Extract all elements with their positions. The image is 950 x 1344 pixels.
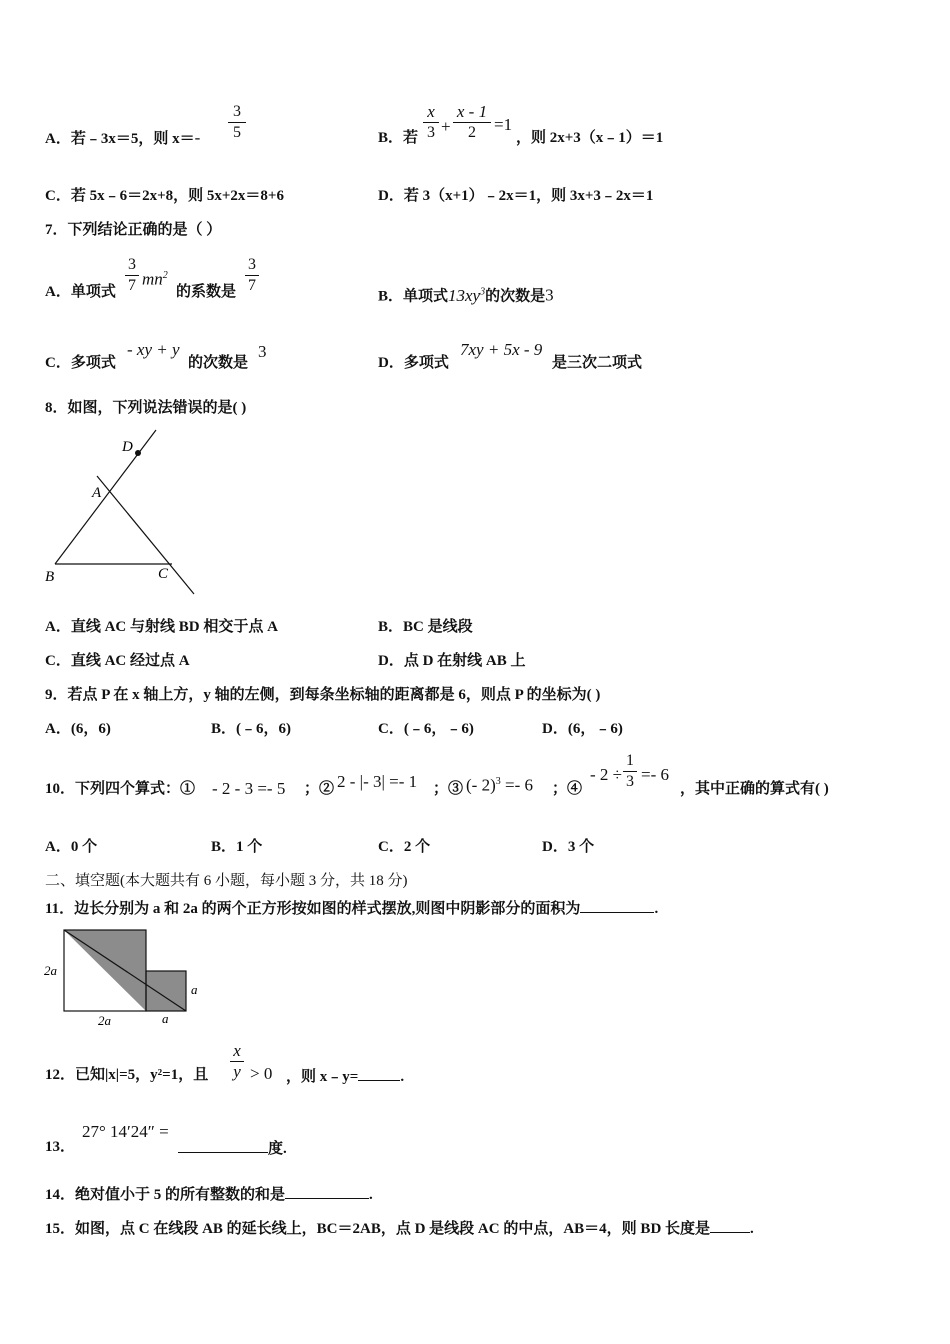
q6-b-fraction-1: x 3 (423, 103, 439, 142)
point-d (135, 450, 141, 456)
q8-stem: 8．如图，下列说法错误的是( ) (45, 400, 247, 416)
q7-a-fraction-2: 3 7 (245, 256, 259, 295)
q10-option-c: C．2 个 (378, 839, 431, 855)
label-bottom-a: a (162, 1011, 169, 1026)
q8-option-b: B．BC 是线段 (378, 619, 473, 635)
q7-option-c-mid: 的次数是 (188, 355, 249, 371)
line-ac (97, 476, 194, 594)
q10-expr-4-post: =- 6 (641, 765, 669, 784)
q6-option-b-pre: B．若 (378, 130, 419, 146)
q12-stem-pre: 12．已知|x|=5，y²=1，且 (45, 1067, 209, 1083)
q8-option-a: A．直线 AC 与射线 BD 相交于点 A (45, 619, 278, 635)
q7-stem: 7．下列结论正确的是（ ） (45, 222, 222, 238)
q6-option-b-post: ，则 2x+3（x﹣1）＝1 (516, 130, 664, 146)
q7-option-b: B．单项式$13xy^3$的次数是3 (378, 285, 554, 305)
q12-stem-mid: ，则 x﹣y= . (286, 1065, 404, 1087)
q12-fraction: x y (230, 1042, 244, 1081)
q14-stem: 14．绝对值小于 5 的所有整数的和是 . (45, 1183, 373, 1205)
q7-option-a-mid: 的系数是 (176, 284, 237, 300)
q10-sep-4: ；④ (552, 781, 583, 797)
ray-bd (55, 430, 156, 564)
q15-answer-blank[interactable] (710, 1217, 750, 1233)
q12-answer-blank[interactable] (358, 1065, 400, 1081)
q8-option-c: C．直线 AC 经过点 A (45, 653, 190, 669)
label-b: B (45, 569, 55, 585)
q6-option-c: C．若 5x﹣6＝2x+8，则 5x+2x＝8+6 (45, 188, 284, 204)
q6-b-fraction-2: x - 1 2 (453, 103, 491, 142)
q6-a-denominator: 5 (233, 124, 241, 141)
q10-option-d: D．3 个 (542, 839, 595, 855)
q6-a-minus: - (194, 128, 201, 147)
q12-gt: > 0 (250, 1064, 273, 1083)
q10-stem-post: ，其中正确的算式有( ) (680, 781, 829, 797)
q10-sep-2: ；② (304, 781, 335, 797)
q11-stem: 11．边长分别为 a 和 2a 的两个正方形按如图的样式摆放,则图中阴影部分的面积为 . (45, 897, 658, 919)
q7-a-fraction: 3 7 (125, 256, 139, 295)
q10-stem-pre: 10．下列四个算式：① (45, 781, 196, 797)
q7-option-d-pre: D．多项式 (378, 355, 449, 371)
label-d: D (122, 439, 133, 455)
label-bottom-2a: 2a (98, 1013, 111, 1028)
q6-b-plus: + (441, 117, 451, 136)
q13-answer-blank[interactable] (178, 1137, 268, 1153)
section-2-heading: 二、填空题(本大题共有 6 小题，每小题 3 分，共 18 分) (45, 873, 408, 889)
q8-figure (40, 428, 210, 600)
q6-option-d: D．若 3（x+1）﹣2x＝1，则 3x+3﹣2x＝1 (378, 188, 654, 204)
q11-figure (40, 926, 210, 1030)
q13-expression: 27° 14′24″ = (82, 1122, 169, 1141)
q7-a-monomial: $mn^2$ (142, 269, 168, 289)
q7-b-monomial: $13xy^3$ (448, 285, 486, 305)
q10-expr-1: - 2 - 3 =- 5 (212, 779, 286, 798)
q7-c-polynomial: - xy + y (127, 340, 180, 359)
q10-sep-3: ；③ (433, 781, 464, 797)
q7-option-c-pre: C．多项式 (45, 355, 116, 371)
q7-d-polynomial: 7xy + 5x - 9 (460, 340, 543, 359)
q13-answer: 度. (178, 1137, 287, 1159)
q8-option-d: D．点 D 在射线 AB 上 (378, 653, 526, 669)
q7-option-d-post: 是三次二项式 (552, 355, 643, 371)
q10-option-b: B．1 个 (211, 839, 263, 855)
label-left-2a: 2a (44, 963, 57, 978)
q13-pre: 13． (45, 1139, 76, 1155)
q6-b-equals: =1 (494, 115, 513, 134)
q10-expr-3: (- 2)$^3$ =- 6 (466, 775, 533, 795)
q6-a-numerator: 3 (233, 103, 241, 120)
q9-option-a: A．(6，6) (45, 721, 111, 737)
q9-stem: 9．若点 P 在 x 轴上方，y 轴的左侧，到每条坐标轴的距离都是 6，则点 P 的坐标为( ) (45, 687, 601, 703)
q9-option-b: B．(﹣6，6) (211, 721, 291, 737)
q7-c-value: 3 (258, 342, 267, 361)
q14-answer-blank[interactable] (285, 1183, 369, 1199)
q15-stem: 15．如图，点 C 在线段 AB 的延长线上，BC＝2AB，点 D 是线段 AC 的中点，AB＝4，则 BD 长度是 . (45, 1217, 754, 1239)
q10-expr-2: 2 - |- 3| =- 1 (337, 772, 418, 791)
q7-option-a-pre: A．单项式 (45, 284, 116, 300)
q9-option-d: D．(6，﹣6) (542, 721, 623, 737)
q9-option-c: C．(﹣6，﹣6) (378, 721, 474, 737)
label-c: C (158, 566, 169, 582)
q10-expr-4-pre: - 2 ÷ (590, 765, 622, 784)
label-right-a: a (191, 982, 198, 997)
q10-expr-4-fraction: 1 3 (623, 752, 637, 791)
q11-answer-blank[interactable] (580, 897, 654, 913)
q10-option-a: A．0 个 (45, 839, 98, 855)
q6-option-a: A．若﹣3x＝5，则 x＝- (45, 128, 201, 147)
q6-a-fraction (228, 103, 246, 142)
label-a: A (92, 485, 102, 501)
